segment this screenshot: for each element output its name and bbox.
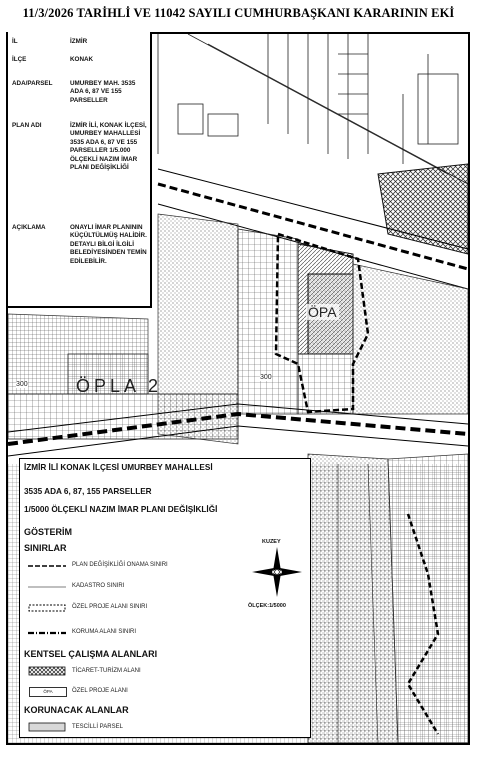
registered-parcel-symbol (28, 722, 66, 732)
info-value: ONAYLI İMAR PLANININ KÜÇÜLTÜLMÜŞ HALİDİR. DETAYLI BİLGİ İLGİLİ BELEDİYESİNDEN TEMİN EDİLEBİLİR. (70, 224, 147, 265)
info-value: İZMİR İLİ, KONAK İLÇESİ, UMURBEY MAHALLESİ 3535 ADA 6, 87 VE 155 PARSELLER 1/5.000 ÖLÇEKLİ NAZIM İMAR PLANI DEĞİŞİKLİĞİ (70, 122, 147, 172)
opa-symbol-label: ÖPA (43, 689, 53, 694)
legend-item-special-project-boundary: ÖZEL PROJE ALANI SINIRI (72, 604, 148, 610)
plan-info-box (6, 32, 152, 308)
legend-title-line-1: İZMİR İLİ KONAK İLÇESİ UMURBEY MAHALLESİ (24, 463, 213, 472)
legend-item-special-project: ÖZEL PROJE ALANI (72, 688, 128, 694)
level-label-left: 300 (16, 381, 28, 388)
legend-item-protection-boundary: KORUMA ALANI SINIRI (72, 629, 137, 635)
protection-boundary-symbol (28, 629, 66, 637)
info-key: İLÇE (12, 56, 27, 63)
legend-item-plan-boundary: PLAN DEĞİŞİKLİĞİ ONAMA SINIRI (72, 562, 168, 568)
legend-item-cadastre: KADASTRO SINIRI (72, 583, 125, 589)
info-value: İZMİR (70, 38, 88, 45)
north-arrow (248, 539, 302, 614)
info-key: AÇIKLAMA (12, 224, 46, 231)
compass-icon (252, 547, 302, 599)
opa-symbol (29, 687, 67, 697)
legend-item-registered-parcel: TESCİLLİ PARSEL (72, 724, 123, 730)
info-key: İL (12, 38, 18, 45)
legend-kentsel: KENTSEL ÇALIŞMA ALANLARI (24, 649, 158, 659)
info-key: ADA/PARSEL (12, 80, 53, 87)
info-key: PLAN ADI (12, 122, 42, 129)
opa-label-main: ÖPA (308, 304, 337, 320)
legend-title-line-3: 1/5000 ÖLÇEKLİ NAZIM İMAR PLANI DEĞİŞİKLİĞİ (24, 505, 218, 514)
legend-title-line-2: 3535 ADA 6, 87, 155 PARSELLER (24, 487, 152, 496)
special-project-boundary-symbol (28, 604, 66, 612)
trade-tourism-symbol (28, 666, 66, 676)
page-title: 11/3/2026 TARİHLİ VE 11042 SAYILI CUMHURBAŞKANI KARARININ EKİ (22, 6, 455, 20)
opla-label: ÖPLA 2 (76, 376, 163, 396)
plan-boundary-symbol (28, 562, 66, 570)
legend-gosterim: GÖSTERİM (24, 527, 73, 537)
cadastre-symbol (28, 583, 66, 591)
legend-panel (19, 458, 311, 738)
level-label-mid: 300 (260, 374, 272, 381)
scale-label: ÖLÇEK:1/5000 (248, 603, 286, 609)
legend-item-trade-tourism: TİCARET-TURİZM ALANI (72, 668, 141, 674)
north-label: KUZEY (262, 539, 281, 545)
legend-sinirlar: SINIRLAR (24, 543, 67, 553)
info-value: KONAK (70, 56, 94, 63)
info-value: UMURBEY MAH. 3535 ADA 6, 87 VE 155 PARSELLER (70, 80, 136, 104)
legend-korunacak: KORUNACAK ALANLAR (24, 705, 129, 715)
